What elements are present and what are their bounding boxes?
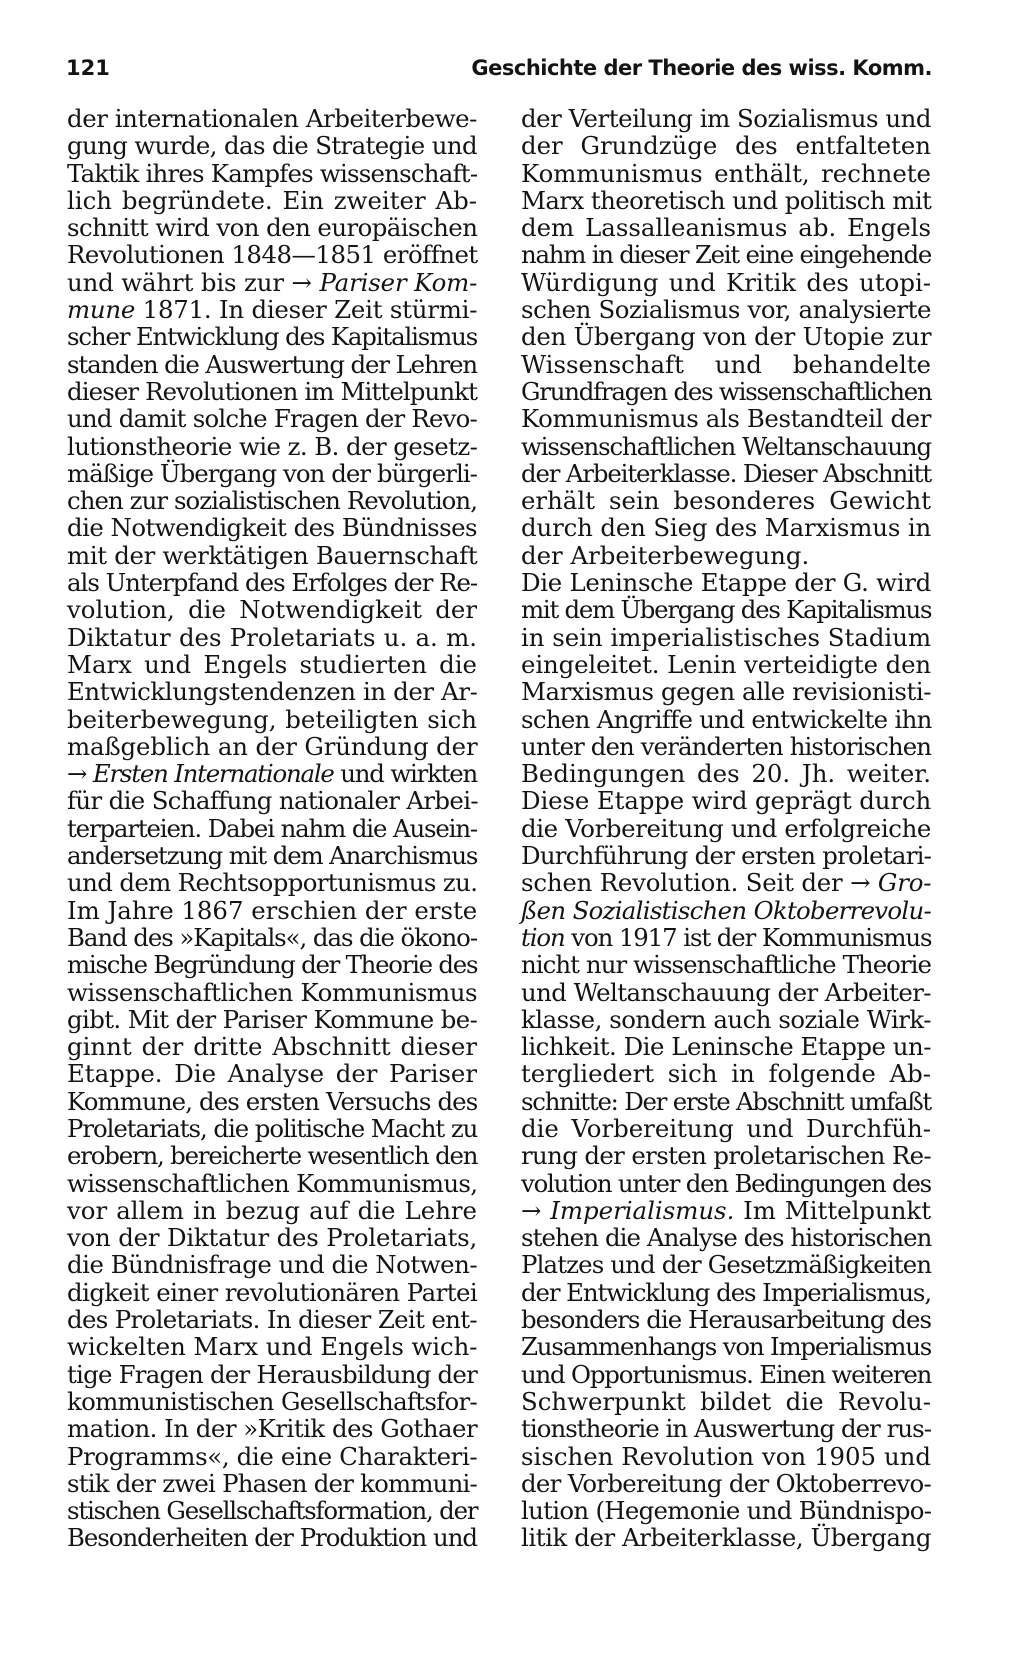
text-fragment: schnitte: Der erste Abschnitt umfaßt xyxy=(521,1086,931,1116)
text-fragment: andersetzung mit dem Anarchismus xyxy=(67,841,478,871)
text-fragment: und Weltanschauung der Arbeiter- xyxy=(521,977,931,1007)
text-fragment: Etappe. Die Analyse der Pariser xyxy=(67,1059,477,1089)
text-line xyxy=(521,897,931,924)
text-line xyxy=(67,1497,477,1524)
running-head: Geschichte der Theorie des wiss. Komm. xyxy=(471,56,932,80)
text-fragment: die Vorbereitung und Durchfüh- xyxy=(521,1113,931,1143)
text-line xyxy=(521,1279,931,1306)
text-line xyxy=(67,296,477,323)
text-line xyxy=(521,596,931,623)
text-fragment: lution (Hegemonie und Bündnispo- xyxy=(521,1496,932,1526)
text-fragment: Die Leninsche Etappe der G. wird xyxy=(521,568,931,598)
text-fragment: mische Begründung der Theorie des xyxy=(67,950,478,980)
text-fragment: Zusammenhangs von Imperialismus xyxy=(521,1332,932,1362)
text-fragment: schen Revolution. Seit der xyxy=(521,868,851,898)
cross-reference: tion xyxy=(521,922,565,952)
cross-reference: ßen Sozialistischen Oktoberrevolu- xyxy=(521,895,931,925)
text-line xyxy=(67,1415,477,1442)
text-line xyxy=(67,187,477,214)
text-fragment: die Vorbereitung und erfolgreiche xyxy=(521,813,931,843)
text-line xyxy=(67,678,477,705)
text-line xyxy=(67,1524,477,1551)
text-line xyxy=(521,241,931,268)
text-line xyxy=(521,924,931,951)
text-line xyxy=(67,1006,477,1033)
text-fragment: schen Sozialismus vor, analysierte xyxy=(521,295,931,325)
text-line xyxy=(67,1088,477,1115)
text-line xyxy=(521,378,931,405)
text-line xyxy=(67,351,477,378)
text-line xyxy=(67,323,477,350)
text-fragment: standen die Auswertung der Lehren xyxy=(67,349,477,379)
text-fragment: mit der werktätigen Bauernschaft xyxy=(67,540,478,570)
text-line xyxy=(67,1443,477,1470)
cross-reference: → Ersten Internationale xyxy=(67,759,334,789)
text-line xyxy=(521,678,931,705)
text-line xyxy=(67,979,477,1006)
text-fragment: schen Angriffe und entwickelte ihn xyxy=(521,704,932,734)
text-fragment: Revolutionen 1848—1851 eröffnet xyxy=(67,240,478,270)
text-fragment: Besonderheiten der Produktion und xyxy=(67,1523,477,1553)
text-line xyxy=(521,296,931,323)
text-line xyxy=(521,160,931,187)
text-fragment: Kommune, des ersten Versuchs des xyxy=(67,1086,478,1116)
cross-reference: → Imperialismus. xyxy=(521,1195,735,1225)
text-line xyxy=(67,897,477,924)
text-fragment: Im Jahre 1867 erschien der erste xyxy=(67,895,478,925)
text-fragment: des Proletariats. In dieser Zeit ent- xyxy=(67,1305,477,1335)
text-line xyxy=(521,1415,931,1442)
text-line xyxy=(67,842,477,869)
text-line xyxy=(67,214,477,241)
text-line xyxy=(67,815,477,842)
text-line xyxy=(67,105,477,132)
text-line xyxy=(67,924,477,951)
text-line xyxy=(521,1115,931,1142)
text-fragment: Marx theoretisch und politisch mit xyxy=(521,185,932,215)
text-fragment: erhält sein besonderes Gewicht xyxy=(521,486,931,516)
text-line xyxy=(67,269,477,296)
text-line xyxy=(521,1470,931,1497)
text-line xyxy=(521,760,931,787)
text-fragment: die Notwendigkeit des Bündnisses xyxy=(67,513,477,543)
text-line xyxy=(67,160,477,187)
text-line xyxy=(521,1142,931,1169)
text-fragment: nicht nur wissenschaftliche Theorie xyxy=(521,950,931,980)
text-fragment: volution, die Notwendigkeit der xyxy=(67,595,477,625)
text-fragment: Würdigung und Kritik des utopi- xyxy=(521,267,931,297)
text-line xyxy=(67,706,477,733)
text-fragment: und dem Rechtsopportunismus zu. xyxy=(67,868,478,898)
text-line xyxy=(521,1443,931,1470)
text-fragment: mäßige Übergang von der bürgerli- xyxy=(67,458,477,488)
text-line xyxy=(67,1115,477,1142)
text-fragment: der Arbeiterbewegung. xyxy=(521,540,810,570)
text-line xyxy=(521,706,931,733)
text-fragment: und damit solche Fragen der Revo- xyxy=(67,404,477,434)
text-fragment: lich begründete. Ein zweiter Ab- xyxy=(67,185,477,215)
text-line xyxy=(521,569,931,596)
text-fragment: eingeleitet. Lenin verteidigte den xyxy=(521,649,931,679)
text-line xyxy=(67,1224,477,1251)
text-line xyxy=(521,1333,931,1360)
text-fragment: der Vorbereitung der Oktoberrevo- xyxy=(521,1468,931,1498)
text-line xyxy=(67,460,477,487)
text-fragment: dem Lassalleanismus ab. Engels xyxy=(521,213,931,243)
text-line xyxy=(67,1170,477,1197)
text-fragment: in sein imperialistisches Stadium xyxy=(521,622,932,652)
text-fragment: Kommunismus enthält, rechnete xyxy=(521,158,931,188)
text-fragment: Durchführung der ersten proletari- xyxy=(521,841,932,871)
text-line xyxy=(521,487,931,514)
text-fragment: dieser Revolutionen im Mittelpunkt xyxy=(67,376,477,406)
text-fragment: tergliedert sich in folgende Ab- xyxy=(521,1059,931,1089)
text-fragment: Diktatur des Proletariats u. a. m. xyxy=(67,622,477,652)
text-line xyxy=(67,378,477,405)
text-line xyxy=(67,1388,477,1415)
text-line xyxy=(67,951,477,978)
text-fragment: lichkeit. Die Leninsche Etappe un- xyxy=(521,1032,931,1062)
text-line xyxy=(521,351,931,378)
text-line xyxy=(67,132,477,159)
text-line xyxy=(521,869,931,896)
text-line xyxy=(521,542,931,569)
text-line xyxy=(521,433,931,460)
text-line xyxy=(521,842,931,869)
text-line xyxy=(521,1524,931,1551)
text-fragment: Kommunismus als Bestandteil der xyxy=(521,404,931,434)
text-fragment: den Übergang von der Utopie zur xyxy=(521,322,932,352)
text-fragment: litik der Arbeiterklasse, Übergang xyxy=(521,1523,932,1553)
text-line xyxy=(67,405,477,432)
text-line xyxy=(521,733,931,760)
text-fragment: Marxismus gegen alle revisionisti- xyxy=(521,677,931,707)
text-line xyxy=(521,460,931,487)
text-line xyxy=(521,105,931,132)
text-line xyxy=(67,433,477,460)
text-line xyxy=(521,1060,931,1087)
text-fragment: der Entwicklung des Imperialismus, xyxy=(521,1277,931,1307)
text-line xyxy=(521,323,931,350)
text-fragment: vor allem in bezug auf die Lehre xyxy=(67,1195,477,1225)
text-line xyxy=(67,1142,477,1169)
text-fragment: stik der zwei Phasen der kommuni- xyxy=(67,1468,477,1498)
text-fragment: die Bündnisfrage und die Notwen- xyxy=(67,1250,478,1280)
text-line xyxy=(67,542,477,569)
text-line xyxy=(521,187,931,214)
text-fragment: unter den veränderten historischen xyxy=(521,731,932,761)
text-fragment: Schwerpunkt bildet die Revolu- xyxy=(521,1386,931,1416)
text-fragment: gung wurde, das die Strategie und xyxy=(67,131,477,161)
text-line xyxy=(521,405,931,432)
text-fragment: chen zur sozialistischen Revolution, xyxy=(67,486,477,516)
left-text-column xyxy=(67,105,477,1552)
text-fragment: beiterbewegung, beteiligten sich xyxy=(67,704,477,734)
text-line xyxy=(521,1197,931,1224)
text-fragment: Platzes und der Gesetzmäßigkeiten xyxy=(521,1250,932,1280)
text-line xyxy=(67,1251,477,1278)
text-fragment: Taktik ihres Kampfes wissenschaft- xyxy=(67,158,478,188)
text-fragment: gibt. Mit der Pariser Kommune be- xyxy=(67,1004,478,1034)
text-fragment: und Opportunismus. Einen weiteren xyxy=(521,1359,932,1389)
text-line xyxy=(67,487,477,514)
text-line xyxy=(67,514,477,541)
cross-reference: mune xyxy=(67,295,136,325)
text-fragment: sischen Revolution von 1905 und xyxy=(521,1441,931,1471)
text-fragment: stischen Gesellschaftsformation, der xyxy=(67,1496,478,1526)
text-line xyxy=(67,1306,477,1333)
text-line xyxy=(521,1088,931,1115)
text-fragment: mit dem Übergang des Kapitalismus xyxy=(521,595,932,625)
text-line xyxy=(67,760,477,787)
text-fragment: der internationalen Arbeiterbewe- xyxy=(67,104,477,133)
text-line xyxy=(521,1306,931,1333)
text-line xyxy=(521,787,931,814)
text-fragment: wissenschaftlichen Kommunismus xyxy=(67,977,477,1007)
text-line xyxy=(521,624,931,651)
text-fragment: Proletariats, die politische Macht zu xyxy=(67,1113,478,1143)
text-fragment: Bedingungen des 20. Jh. weiter. xyxy=(521,759,931,789)
text-line xyxy=(67,1361,477,1388)
text-fragment: für die Schaffung nationaler Arbei- xyxy=(67,786,479,816)
text-line xyxy=(67,1197,477,1224)
text-fragment: wissenschaftlichen Kommunismus, xyxy=(67,1168,478,1198)
text-line xyxy=(521,1006,931,1033)
text-line xyxy=(67,1470,477,1497)
text-line xyxy=(521,1033,931,1060)
text-line xyxy=(67,624,477,651)
text-fragment: maßgeblich an der Gründung der xyxy=(67,731,478,761)
text-fragment: und wirkten xyxy=(333,759,478,789)
text-line xyxy=(521,1251,931,1278)
text-line xyxy=(521,269,931,296)
text-fragment: wissenschaftlichen Weltanschauung xyxy=(521,431,931,461)
text-fragment: Entwicklungstendenzen in der Ar- xyxy=(67,677,478,707)
text-line xyxy=(67,869,477,896)
text-line xyxy=(521,1497,931,1524)
text-line xyxy=(67,596,477,623)
text-fragment: der Grundzüge des entfalteten xyxy=(521,131,931,161)
cross-reference: → Gro- xyxy=(850,868,932,898)
text-line xyxy=(521,132,931,159)
text-fragment: erobern, bereicherte wesentlich den xyxy=(67,1141,478,1171)
text-fragment: Marx und Engels studierten die xyxy=(67,649,477,679)
text-fragment: rung der ersten proletarischen Re- xyxy=(521,1141,932,1171)
text-line xyxy=(521,651,931,678)
text-fragment: schnitt wird von den europäischen xyxy=(67,213,478,243)
text-line xyxy=(67,787,477,814)
text-line xyxy=(521,1170,931,1197)
text-line xyxy=(67,1033,477,1060)
text-fragment: nahm in dieser Zeit eine eingehende xyxy=(521,240,932,270)
text-fragment: kommunistischen Gesellschaftsfor- xyxy=(67,1386,477,1416)
text-fragment: besonders die Herausarbeitung des xyxy=(521,1305,931,1335)
cross-reference: → Pariser Kom- xyxy=(291,267,478,297)
text-fragment: scher Entwicklung des Kapitalismus xyxy=(67,322,478,352)
text-fragment: Diese Etappe wird geprägt durch xyxy=(521,786,932,816)
text-line xyxy=(67,733,477,760)
text-line xyxy=(521,979,931,1006)
right-text-column xyxy=(521,105,931,1552)
text-fragment: tige Fragen der Herausbildung der xyxy=(67,1359,477,1389)
text-fragment: Grundfragen des wissenschaftlichen xyxy=(521,376,932,406)
text-fragment: mation. In der »Kritik des Gothaer xyxy=(67,1414,478,1444)
text-line xyxy=(521,815,931,842)
text-fragment: klasse, sondern auch soziale Wirk- xyxy=(521,1004,931,1034)
text-fragment: wickelten Marx und Engels wich- xyxy=(67,1332,478,1362)
text-line xyxy=(521,214,931,241)
text-fragment: Band des »Kapitals«, das die ökono- xyxy=(67,922,477,952)
page-number: 121 xyxy=(66,56,110,80)
text-line xyxy=(521,514,931,541)
text-fragment: 1871. In dieser Zeit stürmi- xyxy=(135,295,478,325)
text-fragment: stehen die Analyse des historischen xyxy=(521,1223,932,1253)
text-fragment: der Arbeiterklasse. Dieser Abschnitt xyxy=(521,458,931,488)
text-fragment: Wissenschaft und behandelte xyxy=(521,349,931,379)
page-header xyxy=(66,50,932,86)
text-fragment: der Verteilung im Sozialismus und xyxy=(521,104,932,133)
text-fragment: terparteien. Dabei nahm die Ausein- xyxy=(67,813,477,843)
text-fragment: volution unter den Bedingungen des xyxy=(521,1168,931,1198)
text-line xyxy=(67,1279,477,1306)
text-fragment: tionstheorie in Auswertung der rus- xyxy=(521,1414,932,1444)
text-fragment: Programms«, die eine Charakteri- xyxy=(67,1441,478,1471)
text-line xyxy=(67,1060,477,1087)
text-fragment: ginnt der dritte Abschnitt dieser xyxy=(67,1032,477,1062)
text-fragment: von der Diktatur des Proletariats, xyxy=(67,1223,477,1253)
text-line xyxy=(521,951,931,978)
text-line xyxy=(521,1361,931,1388)
text-line xyxy=(67,241,477,268)
text-line xyxy=(67,1333,477,1360)
text-fragment: von 1917 ist der Kommunismus xyxy=(564,922,932,952)
text-line xyxy=(67,569,477,596)
text-line xyxy=(521,1224,931,1251)
text-fragment: durch den Sieg des Marxismus in xyxy=(521,513,932,543)
text-line xyxy=(521,1388,931,1415)
text-fragment: Im Mittelpunkt xyxy=(734,1195,931,1225)
text-fragment: digkeit einer revolutionären Partei xyxy=(67,1277,478,1307)
text-fragment: und währt bis zur xyxy=(67,267,292,297)
text-fragment: lutionstheorie wie z. B. der gesetz- xyxy=(67,431,478,461)
text-line xyxy=(67,651,477,678)
text-fragment: als Unterpfand des Erfolges der Re- xyxy=(67,568,478,598)
